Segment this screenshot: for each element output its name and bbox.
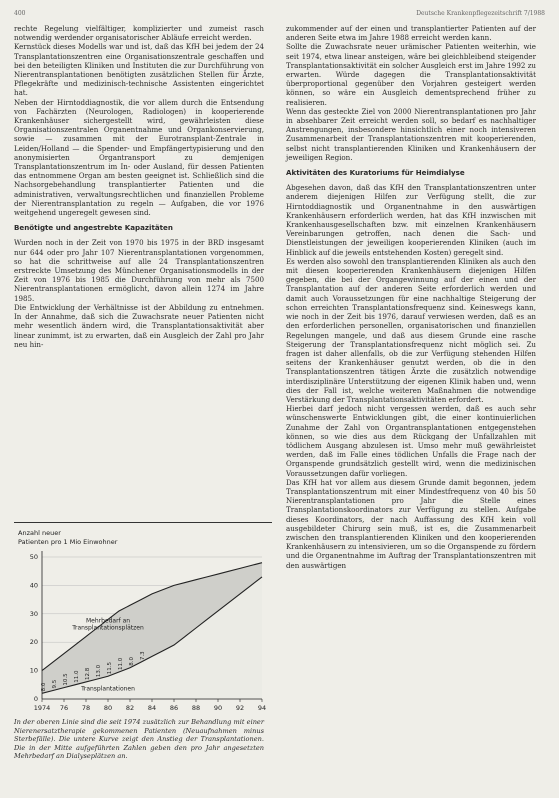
annotation-need: Mehrbedarf an Transplantationsplätzen [72, 617, 144, 632]
x-tick-label: 84 [147, 704, 157, 712]
annotation-transplants: Transplantationen [81, 685, 135, 693]
left-column [14, 24, 264, 349]
data-label: 8.0 [41, 682, 47, 692]
y-tick-label: 30 [29, 609, 38, 618]
page-number: 400 [14, 10, 26, 17]
data-label: 13.0 [96, 664, 102, 678]
section-heading: Aktivitäten des Kuratoriums für Heimdialyse [286, 168, 465, 178]
x-tick-label: 86 [169, 704, 179, 712]
right-column [286, 24, 536, 570]
data-label: 11.5 [107, 662, 113, 675]
x-tick-label: 78 [81, 704, 91, 712]
data-label: 7.3 [140, 651, 146, 661]
paragraph: Hierbei darf jedoch nicht vergessen werden, daß es auch sehr wünschenswerte Entwicklungen gibt, die einer kontinuierlichen Zunahme der Zahl von Organtransplantationen entgegenstehen können, so wie dies aus dem Rückgang der Unfallzahlen mit tödlichem Ausgang abzulesen ist. Umso mehr muß gewährleistet werden, daß im Falle eines tödlichen Unfalls die Frage nach der Organspende grundsätzlich gestellt wird, wenn die medizinischen Voraussetzungen dafür vorliegen. [286, 404, 536, 478]
y-tick-label: 10 [29, 666, 38, 675]
paragraph: Neben der Hirntoddiagnostik, die vor allem durch die Entsendung von Fachärzten (Neurologen, Radiologen) in kooperierende Krankenhäuser sichergestellt wird, gewährleisten diese Organisationszentralen Organentnahme und Organkonservierung, sowie — zusammen mit der Eurotransplant-Zentrale in Leiden/Holland — die Spender- und Empfängertypisierung und den anonymisierten Organtransport zu demjenigen Transplantationszentrum im In- oder Ausland, für dessen Patienten das entnommene Organ am besten geeignet ist. Schließlich sind die Nachsorgebehandlung transplantierter Patienten und die administrativen, verwaltungsrechtlichen und finanziellen Probleme der Nierentransplantation zu regeln — Aufgaben, die vor 1976 weitgehend ungeregelt gewesen sind. [14, 97, 264, 218]
y-axis-label: Anzahl neuer [18, 529, 61, 537]
x-tick-label: 80 [103, 704, 113, 712]
x-tick-label: 90 [213, 704, 223, 712]
x-tick-label: 76 [59, 704, 69, 712]
y-tick-label: 20 [29, 638, 38, 647]
figure-chart [14, 522, 272, 715]
section-heading: Benötigte und angestrebte Kapazitäten [14, 223, 173, 233]
x-tick-label: 94 [257, 704, 267, 712]
data-label: 12.8 [85, 667, 91, 680]
y-tick-label: 40 [29, 581, 38, 590]
paragraph: Kernstück dieses Modells war und ist, daß das KfH bei jedem der 24 Transplantationszentren eine Organisationszentrale geschaffen und bei den beteiligten Kliniken und Instituten die zur Durchführung von Nierentransplantationen benötigten zusätzlichen Stellen für Ärzte, Pflegekräfte und medizinisch-technische Assistenten eingerichtet hat. [14, 42, 264, 98]
paragraph: Abgesehen davon, daß das KfH den Transplantationszentren unter anderem diejenigen Hilfen zur Verfügung stellt, die zur Hirntoddiagnostik und Organentnahme in den auswärtigen Krankenhäusern erforderlich werden, hat das KfH inzwischen mit Krankenhausgesellschaften bzw. mit einzelnen Krankenhäusern Vereinbarungen getroffen, nach denen die Sach- und Dienstleistungen der jeweiligen kooperierenden Kliniken (auch im Hinblick auf die jeweils entstehenden Kosten) geregelt sind. [286, 183, 536, 257]
x-tick-label: 92 [235, 704, 245, 712]
data-label: 9.5 [52, 679, 58, 689]
paragraph: Das KfH hat vor allem aus diesem Grunde damit begonnen, jedem Transplantationszentrum mit einer Mindestfrequenz von 40 bis 50 Nierentransplantationen pro Jahr die Stelle eines Transplantationskoordinators zur Verfügung zu stellen. Aufgabe dieses Koordinators, der nach Auffassung des KfH kein voll ausgebildeter Chirurg sein muß, ist es, die Zusammenarbeit zwischen den transplantierenden Kliniken und den kooperierenden Krankenhäusern zu intensivieren, um so die Organspende zu fördern und die Organentnahme im Auftrag der Transplantationszentren mit den auswärtigen [286, 477, 536, 570]
x-tick-label: 88 [191, 704, 201, 712]
chart-svg [14, 523, 272, 715]
y-tick-label: 50 [29, 553, 38, 561]
paragraph: Die Entwicklung der Verhältnisse ist der Abbildung zu entnehmen. In der Annahme, daß sich die Zuwachsrate neuer Patienten nicht mehr wesentlich ändern wird, die Transplantationsaktivität aber linear zunimmt, ist zu erwarten, daß ein Ausgleich der Zahl pro Jahr neu hin- [14, 302, 264, 349]
paragraph: rechte Regelung vielfältiger, komplizierter und zumeist rasch notwendig werdender organisatorischer Abläufe erreicht werden. [14, 24, 264, 43]
journal-title: Deutsche Krankenpflegezeitschrift 7/1988 [416, 10, 545, 17]
data-label: 11.0 [74, 670, 80, 683]
data-label: 10.5 [63, 673, 69, 686]
x-tick-label: 82 [125, 704, 135, 712]
paragraph: Wurden noch in der Zeit von 1970 bis 1975 in der BRD insgesamt nur 644 oder pro Jahr 107 Nierentransplantationen vorgenommen, so hat die schrittweise auf alle 24 Transplantationszentren erstreckte Umsetzung des Münchener Organisationsmodells in der Zeit von 1976 bis 1985 die Durchführung von mehr als 7500 Nierentransplantationen ermöglicht, davon allein 1274 im Jahre 1985. [14, 238, 264, 303]
paragraph: Es werden also sowohl den transplantierenden Kliniken als auch den mit diesen kooperierenden Krankenhäusern diejenigen Hilfen gegeben, die bei der Organgewinnung auf der einen und der Transplantation auf der anderen Seite erforderlich werden und damit auch Voraussetzungen für eine nachhaltige Steigerung der schon erreichten Transplantationsfrequenz sind. Keineswegs kann, wie noch in der Zeit bis 1976, darauf verwiesen werden, daß es an den erforderlichen personellen, organisatorischen und finanziellen Regelungen mangele, und daß aus diesem Grunde eine rasche Steigerung der Transplantationsfrequenz nicht möglich sei. Zu fragen ist daher allenfalls, ob die zur Verfügung stehenden Hilfen seitens der Krankenhäuser genutzt werden, ob die in den Transplantationszentren tätigen Ärzte die zusätzlich notwendige interdisziplinäre Unterstützung der eigenen Klinik haben und, wenn dies der Fall ist, welche weiteren Maßnahmen die notwendige Verstärkung der Transplantationsaktivitäten erfordert. [286, 256, 536, 404]
x-tick-label: 1974 [33, 704, 51, 712]
data-label: 8.0 [129, 657, 135, 666]
figure-caption: In der oberen Linie sind die seit 1974 zusätzlich zur Behandlung mit einer Nierenersatztherapie gekommenen Patienten (Neuaufnahmen minus Sterbefälle). Die untere Kurve zeigt den Anstieg der Transplantationen. Die in der Mitte aufgeführten Zahlen geben den pro Jahr angesetzten Mehrbedarf an Dialyseplätzen an. [14, 718, 264, 761]
paragraph: Sollte die Zuwachsrate neuer urämischer Patienten weiterhin, wie seit 1974, etwa linear ansteigen, wäre bei gleichbleibend steigender Transplantationsaktivität ein solcher Ausgleich erst im Jahre 1992 zu erwarten. Würde dagegen die Transplantationsaktivität überproportional gegenüber den Vorjahren gesteigert werden können, so wäre ein Ausgleich dementsprechend früher zu realisieren. [286, 42, 536, 107]
paragraph: zukommender auf der einen und transplantierter Patienten auf der anderen Seite etwa im Jahre 1988 erreicht werden kann. [286, 24, 536, 43]
paragraph: Wenn das gesteckte Ziel von 2000 Nierentransplantationen pro Jahr in absehbarer Zeit erreicht werden soll, so bedarf es nachhaltiger Anstrengungen, insbesondere hinsichtlich einer noch intensiveren Zusammenarbeit der Transplantationszentren mit kooperierenden, selbst nicht transplantierenden Kliniken und Krankenhäusern der jeweiligen Region. [286, 106, 536, 162]
y-tick-label: 0 [33, 695, 38, 703]
y-axis-label: Patienten pro 1 Mio Einwohner [18, 538, 118, 546]
data-label: 11.0 [118, 657, 124, 671]
